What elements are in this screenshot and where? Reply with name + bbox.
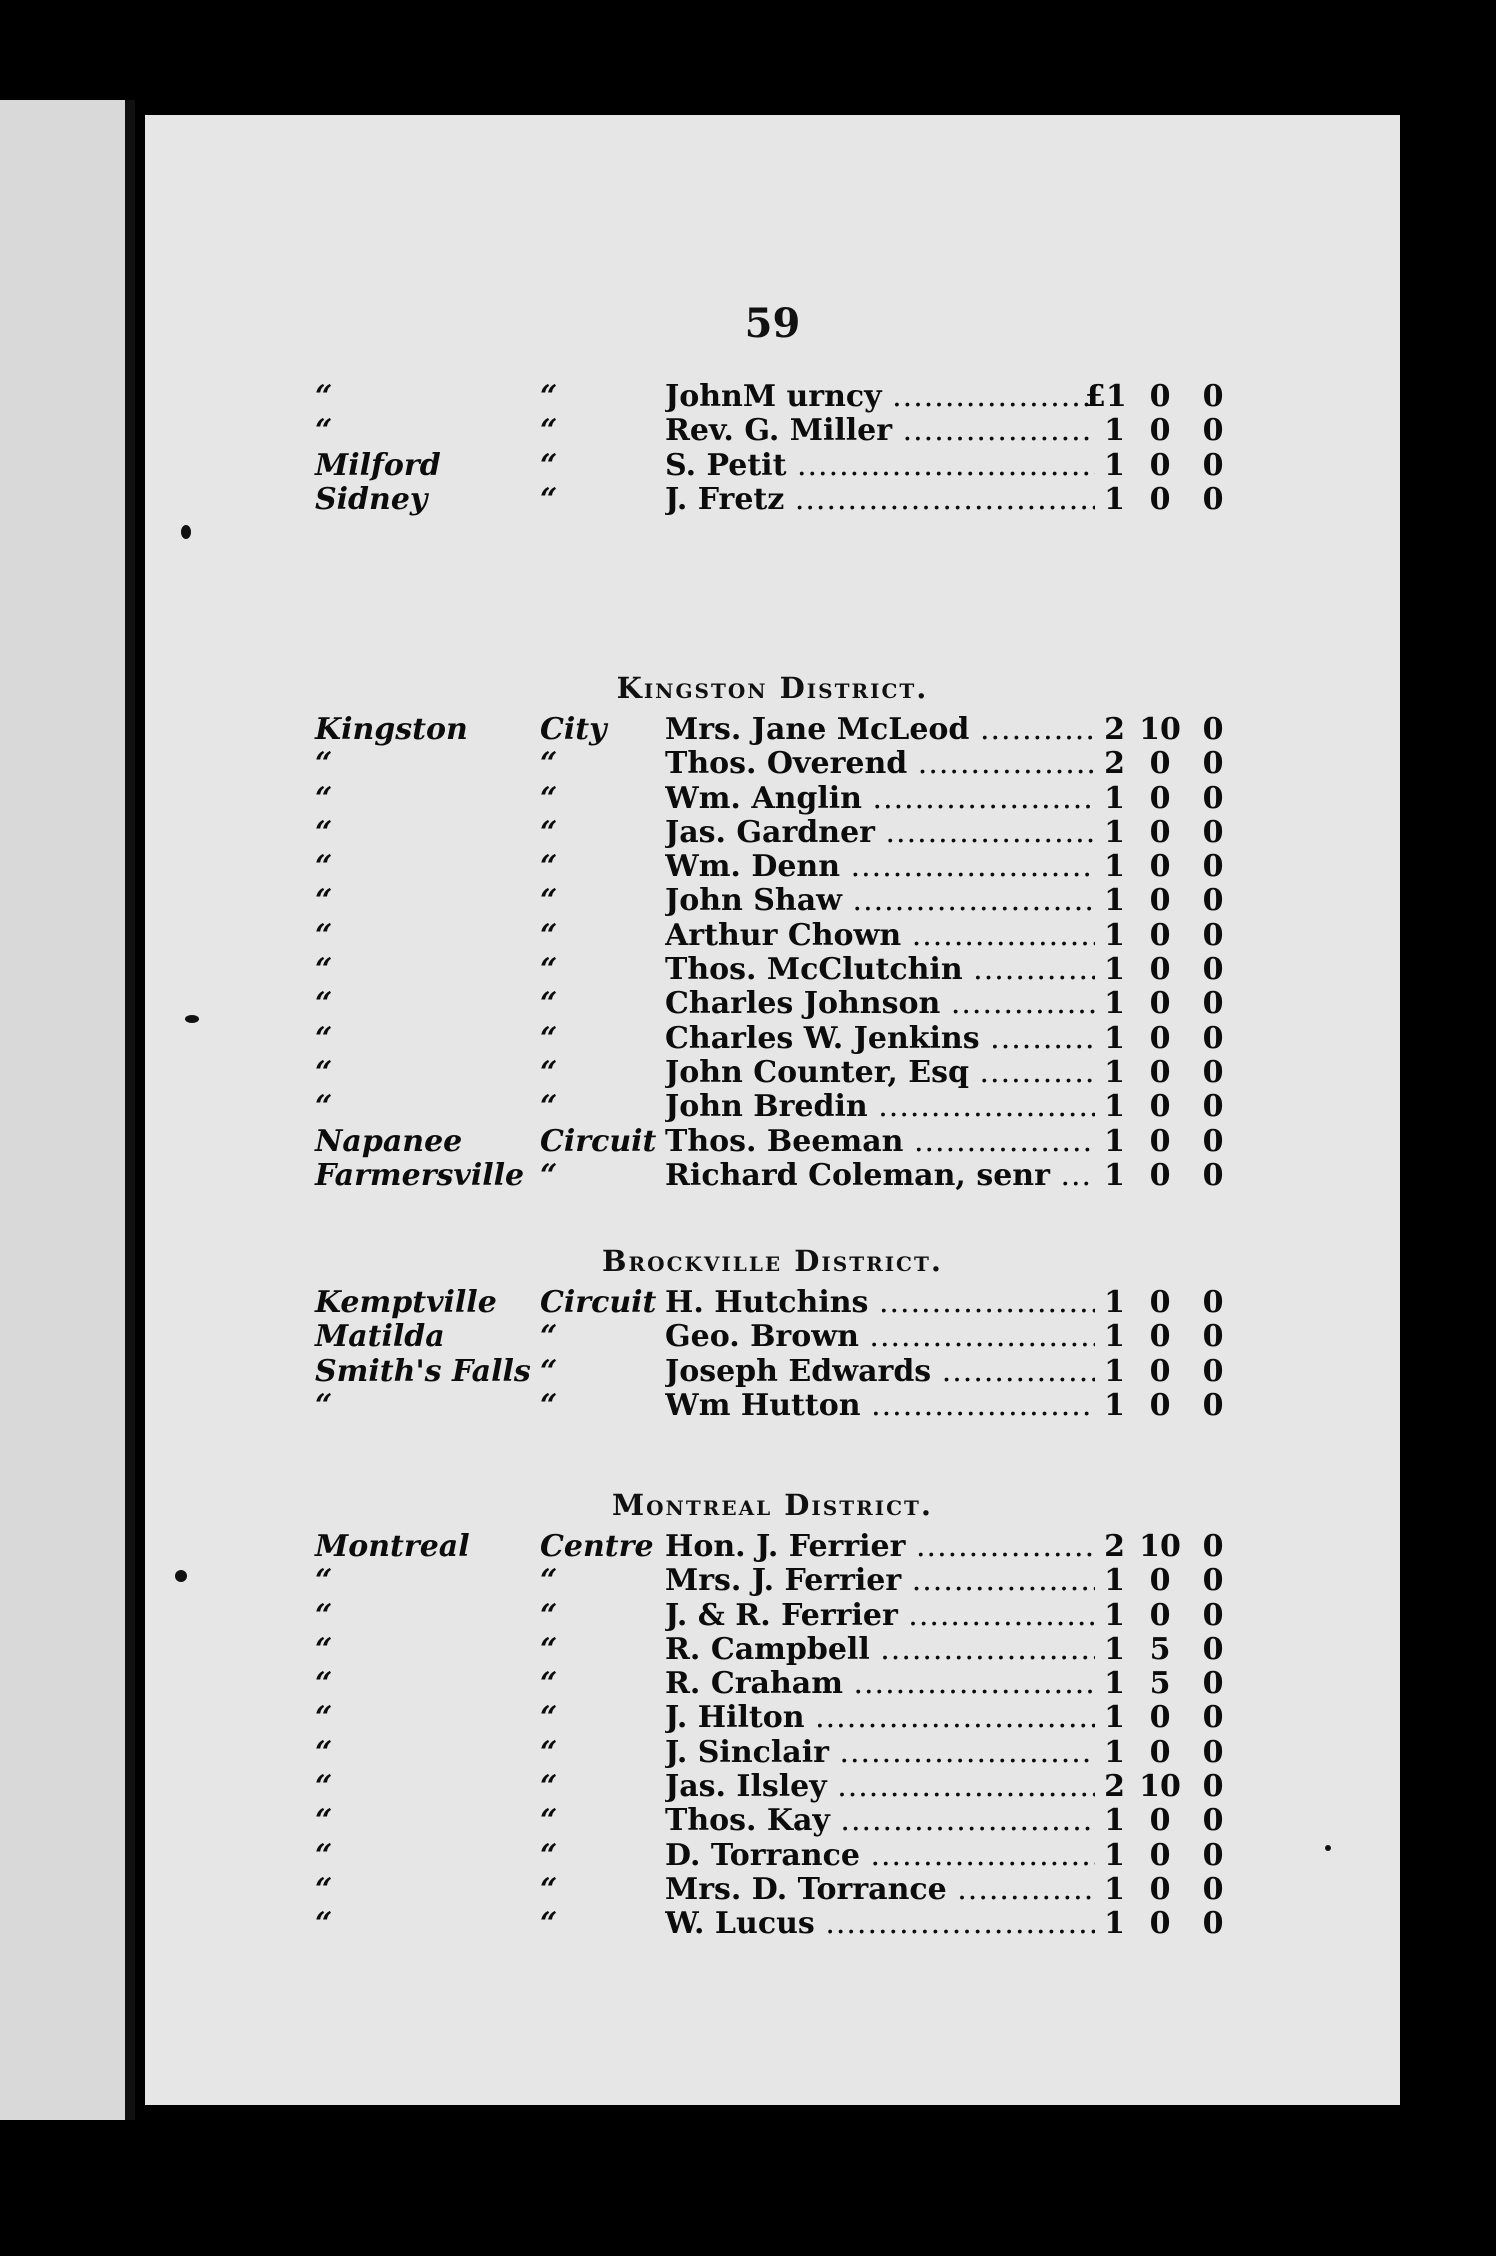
place-cell: “	[315, 952, 333, 988]
pounds-amount: 1	[1104, 1054, 1125, 1090]
place-cell: “	[315, 746, 333, 782]
place-cell: “	[315, 849, 333, 885]
subscriber-name: S. Petit .....	[665, 449, 1095, 483]
kind-cell: “	[540, 447, 558, 483]
subscriber-name: D. Torrance .....	[665, 1839, 1095, 1873]
pence-amount: 0	[1202, 1387, 1224, 1423]
kind-cell: “	[540, 883, 558, 919]
shillings-amount: 0	[1149, 447, 1171, 483]
binding-shadow	[125, 100, 135, 2120]
section-heading: Brockville District.	[602, 1244, 943, 1278]
subscriber-name: Thos. Kay .....	[665, 1804, 1095, 1838]
shillings-amount: 0	[1149, 1089, 1171, 1125]
subscriber-row	[145, 987, 1400, 1021]
subscriber-row	[145, 1564, 1400, 1598]
subscriber-name: Mrs. Jane McLeod .....	[665, 713, 1095, 747]
pounds-amount: 2	[1104, 746, 1125, 782]
place-cell: Montreal	[315, 1529, 470, 1564]
subscriber-name: Joseph Edwards .....	[665, 1355, 1095, 1389]
pounds-amount: 1	[1104, 849, 1125, 885]
place-cell: Smith's Falls	[315, 1353, 531, 1389]
place-cell: “	[315, 1054, 333, 1090]
place-cell: “	[315, 1906, 333, 1942]
subscriber-row	[145, 1633, 1400, 1667]
pounds-amount: 1	[1104, 413, 1125, 449]
shillings-amount: 0	[1149, 1319, 1171, 1355]
pounds-amount: 1	[1104, 447, 1125, 483]
brockville-district	[145, 1236, 1400, 1423]
place-cell: “	[315, 1734, 333, 1770]
pounds-amount: 1	[1104, 1089, 1125, 1125]
document-page	[145, 115, 1400, 2105]
subscriber-name: Thos. McClutchin .....	[665, 953, 1095, 987]
kind-cell: “	[540, 1054, 558, 1090]
pounds-amount: 1	[1104, 1837, 1125, 1873]
subscriber-name: Thos. Overend .....	[665, 747, 1095, 781]
pence-amount: 0	[1202, 952, 1224, 988]
subscriber-row	[145, 850, 1400, 884]
place-cell: “	[315, 1563, 333, 1599]
pounds-amount: 1	[1104, 917, 1125, 953]
pence-amount: 0	[1202, 1285, 1224, 1320]
subscriber-row	[145, 713, 1400, 747]
subscriber-row	[145, 1125, 1400, 1159]
pence-amount: 0	[1202, 780, 1224, 816]
subscriber-row	[145, 747, 1400, 781]
shillings-amount: 0	[1149, 1020, 1171, 1056]
place-cell: “	[315, 1020, 333, 1056]
shillings-amount: 0	[1149, 1803, 1171, 1839]
subscriber-name: Charles Johnson .....	[665, 987, 1095, 1021]
subscriber-row	[145, 1286, 1400, 1320]
place-cell: “	[315, 986, 333, 1022]
subscriber-name: Jas. Gardner .....	[665, 816, 1095, 850]
place-cell: “	[315, 1803, 333, 1839]
kind-cell: “	[540, 1666, 558, 1702]
shillings-amount: 0	[1149, 814, 1171, 850]
kind-cell: “	[540, 814, 558, 850]
subscriber-row	[145, 1839, 1400, 1873]
pence-amount: 0	[1202, 413, 1224, 449]
subscriber-name: R. Craham .....	[665, 1667, 1095, 1701]
pence-amount: 0	[1202, 1157, 1224, 1193]
shillings-amount: 5	[1149, 1631, 1171, 1667]
kind-cell: “	[540, 481, 558, 517]
shillings-amount: 0	[1149, 1871, 1171, 1907]
subscriber-row	[145, 1320, 1400, 1354]
subscriber-row	[145, 1599, 1400, 1633]
pounds-amount: 1	[1104, 1319, 1125, 1355]
pence-amount: 0	[1202, 1123, 1224, 1159]
kind-cell: Circuit	[540, 1123, 657, 1159]
subscriber-row	[145, 1804, 1400, 1838]
subscriber-row	[145, 1736, 1400, 1770]
shillings-amount: 0	[1149, 1597, 1171, 1633]
pounds-amount: £1	[1085, 379, 1127, 414]
shillings-amount: 0	[1149, 780, 1171, 816]
ink-speck	[181, 525, 191, 539]
subscriber-name: Thos. Beeman .....	[665, 1125, 1095, 1159]
pounds-amount: 1	[1104, 1157, 1125, 1193]
subscriber-name: Jas. Ilsley .....	[665, 1770, 1095, 1804]
kind-cell: “	[540, 746, 558, 782]
shillings-amount: 0	[1149, 1353, 1171, 1389]
pence-amount: 0	[1202, 1700, 1224, 1736]
pence-amount: 0	[1202, 746, 1224, 782]
shillings-amount: 0	[1149, 413, 1171, 449]
subscriber-name: Wm. Denn .....	[665, 850, 1095, 884]
subscriber-row	[145, 380, 1400, 414]
subscriber-name: Charles W. Jenkins .....	[665, 1022, 1095, 1056]
subscriber-row	[145, 449, 1400, 483]
shillings-amount: 0	[1149, 1700, 1171, 1736]
place-cell: “	[315, 1597, 333, 1633]
pounds-amount: 1	[1104, 1631, 1125, 1667]
place-cell: “	[315, 883, 333, 919]
place-cell: “	[315, 1700, 333, 1736]
kind-cell: “	[540, 1906, 558, 1942]
place-cell: Kemptville	[315, 1285, 497, 1320]
pounds-amount: 1	[1104, 1871, 1125, 1907]
ink-speck	[185, 1015, 199, 1023]
pence-amount: 0	[1202, 1054, 1224, 1090]
subscriber-name: John Shaw .....	[665, 884, 1095, 918]
place-cell: Milford	[315, 447, 441, 483]
place-cell: Farmersville	[315, 1157, 525, 1193]
subscriber-row	[145, 1873, 1400, 1907]
kind-cell: “	[540, 1157, 558, 1193]
pounds-amount: 1	[1104, 1563, 1125, 1599]
shillings-amount: 10	[1139, 712, 1181, 747]
place-cell: “	[315, 1871, 333, 1907]
shillings-amount: 0	[1149, 1906, 1171, 1942]
place-cell: Sidney	[315, 481, 428, 517]
page-number: 59	[744, 300, 801, 347]
place-cell: “	[315, 1631, 333, 1667]
pence-amount: 0	[1202, 447, 1224, 483]
pence-amount: 0	[1202, 1871, 1224, 1907]
subscriber-row	[145, 1907, 1400, 1941]
subscriber-row	[145, 414, 1400, 448]
pounds-amount: 2	[1104, 1529, 1125, 1564]
shillings-amount: 0	[1149, 883, 1171, 919]
place-cell: “	[315, 1769, 333, 1805]
pounds-amount: 1	[1104, 1123, 1125, 1159]
kind-cell: “	[540, 1319, 558, 1355]
subscriber-name: W. Lucus .....	[665, 1907, 1095, 1941]
subscriber-row	[145, 1355, 1400, 1389]
pence-amount: 0	[1202, 1769, 1224, 1805]
subscriber-row	[145, 953, 1400, 987]
kind-cell: “	[540, 986, 558, 1022]
pence-amount: 0	[1202, 883, 1224, 919]
pounds-amount: 1	[1104, 1285, 1125, 1320]
entry-list	[145, 380, 1400, 517]
kind-cell: “	[540, 1020, 558, 1056]
shillings-amount: 0	[1149, 379, 1171, 414]
subscriber-name: Rev. G. Miller .....	[665, 414, 1095, 448]
pounds-amount: 1	[1104, 1734, 1125, 1770]
pounds-amount: 1	[1104, 986, 1125, 1022]
pence-amount: 0	[1202, 481, 1224, 517]
kind-cell: “	[540, 1089, 558, 1125]
pounds-amount: 2	[1104, 712, 1125, 747]
subscriber-row	[145, 1056, 1400, 1090]
shillings-amount: 0	[1149, 746, 1171, 782]
pence-amount: 0	[1202, 1353, 1224, 1389]
subscriber-name: Richard Coleman, senr .....	[665, 1159, 1095, 1193]
pounds-amount: 2	[1104, 1769, 1125, 1805]
subscriber-row	[145, 1530, 1400, 1564]
top-entries	[145, 380, 1400, 517]
subscriber-name: J. Sinclair .....	[665, 1736, 1095, 1770]
pence-amount: 0	[1202, 1529, 1224, 1564]
subscriber-name: J. & R. Ferrier .....	[665, 1599, 1095, 1633]
kind-cell: “	[540, 1700, 558, 1736]
kind-cell: “	[540, 1563, 558, 1599]
subscriber-row	[145, 919, 1400, 953]
ink-speck	[1325, 1845, 1331, 1851]
pence-amount: 0	[1202, 1837, 1224, 1873]
shillings-amount: 0	[1149, 1563, 1171, 1599]
subscriber-name: Arthur Chown .....	[665, 919, 1095, 953]
subscriber-row	[145, 1770, 1400, 1804]
pounds-amount: 1	[1104, 1700, 1125, 1736]
subscriber-name: Wm. Anglin .....	[665, 782, 1095, 816]
pence-amount: 0	[1202, 1734, 1224, 1770]
adjacent-page-edge	[0, 100, 135, 2120]
pounds-amount: 1	[1104, 481, 1125, 517]
entry-list	[145, 1286, 1400, 1423]
shillings-amount: 10	[1139, 1529, 1181, 1564]
subscriber-row	[145, 1022, 1400, 1056]
kind-cell: “	[540, 1597, 558, 1633]
kind-cell: City	[540, 712, 607, 747]
kind-cell: “	[540, 952, 558, 988]
pounds-amount: 1	[1104, 1906, 1125, 1942]
pence-amount: 0	[1202, 1089, 1224, 1125]
pounds-amount: 1	[1104, 1353, 1125, 1389]
subscriber-name: John Counter, Esq .....	[665, 1056, 1095, 1090]
pence-amount: 0	[1202, 1906, 1224, 1942]
subscriber-name: Hon. J. Ferrier .....	[665, 1530, 1095, 1564]
subscriber-name: Mrs. J. Ferrier .....	[665, 1564, 1095, 1598]
place-cell: “	[315, 1089, 333, 1125]
pounds-amount: 1	[1104, 1387, 1125, 1423]
place-cell: “	[315, 413, 333, 449]
place-cell: “	[315, 814, 333, 850]
kind-cell: “	[540, 1871, 558, 1907]
subscriber-name: H. Hutchins .....	[665, 1286, 1095, 1320]
subscriber-row	[145, 1090, 1400, 1124]
pounds-amount: 1	[1104, 780, 1125, 816]
pence-amount: 0	[1202, 1319, 1224, 1355]
pence-amount: 0	[1202, 379, 1224, 414]
shillings-amount: 0	[1149, 849, 1171, 885]
montreal-district	[145, 1480, 1400, 1942]
kind-cell: “	[540, 1803, 558, 1839]
kind-cell: “	[540, 1837, 558, 1873]
subscriber-row	[145, 1701, 1400, 1735]
shillings-amount: 0	[1149, 1837, 1171, 1873]
subscriber-name: R. Campbell .....	[665, 1633, 1095, 1667]
shillings-amount: 10	[1139, 1769, 1181, 1805]
shillings-amount: 0	[1149, 1387, 1171, 1423]
pounds-amount: 1	[1104, 814, 1125, 850]
place-cell: Matilda	[315, 1319, 445, 1355]
kind-cell: “	[540, 917, 558, 953]
subscriber-name: J. Hilton .....	[665, 1701, 1095, 1735]
kind-cell: Centre	[540, 1529, 654, 1564]
shillings-amount: 0	[1149, 952, 1171, 988]
place-cell: “	[315, 1666, 333, 1702]
subscriber-row	[145, 483, 1400, 517]
kind-cell: “	[540, 780, 558, 816]
shillings-amount: 0	[1149, 1285, 1171, 1320]
kind-cell: “	[540, 1353, 558, 1389]
pence-amount: 0	[1202, 986, 1224, 1022]
subscriber-row	[145, 1667, 1400, 1701]
entry-list	[145, 1530, 1400, 1942]
pounds-amount: 1	[1104, 1803, 1125, 1839]
pence-amount: 0	[1202, 814, 1224, 850]
shillings-amount: 0	[1149, 917, 1171, 953]
subscriber-name: J. Fretz .....	[665, 483, 1095, 517]
subscriber-row	[145, 816, 1400, 850]
subscriber-name: Geo. Brown .....	[665, 1320, 1095, 1354]
place-cell: “	[315, 379, 333, 414]
ink-speck	[175, 1570, 187, 1582]
subscriber-name: Mrs. D. Torrance .....	[665, 1873, 1095, 1907]
pounds-amount: 1	[1104, 883, 1125, 919]
pounds-amount: 1	[1104, 1666, 1125, 1702]
place-cell: Napanee	[315, 1123, 463, 1159]
kind-cell: “	[540, 379, 558, 414]
kind-cell: “	[540, 1769, 558, 1805]
pence-amount: 0	[1202, 1666, 1224, 1702]
subscriber-row	[145, 1159, 1400, 1193]
pence-amount: 0	[1202, 1020, 1224, 1056]
shillings-amount: 0	[1149, 1123, 1171, 1159]
subscriber-row	[145, 884, 1400, 918]
pence-amount: 0	[1202, 712, 1224, 747]
pounds-amount: 1	[1104, 1597, 1125, 1633]
place-cell: “	[315, 1387, 333, 1423]
pounds-amount: 1	[1104, 952, 1125, 988]
kind-cell: “	[540, 413, 558, 449]
kind-cell: “	[540, 849, 558, 885]
place-cell: “	[315, 780, 333, 816]
pence-amount: 0	[1202, 1803, 1224, 1839]
section-heading: Kingston District.	[616, 671, 929, 705]
shillings-amount: 0	[1149, 1157, 1171, 1193]
pence-amount: 0	[1202, 1597, 1224, 1633]
kind-cell: “	[540, 1387, 558, 1423]
pence-amount: 0	[1202, 917, 1224, 953]
shillings-amount: 0	[1149, 481, 1171, 517]
kingston-district	[145, 663, 1400, 1193]
shillings-amount: 0	[1149, 986, 1171, 1022]
pence-amount: 0	[1202, 1631, 1224, 1667]
shillings-amount: 0	[1149, 1054, 1171, 1090]
subscriber-row	[145, 1389, 1400, 1423]
subscriber-name: JohnM urncy .....	[665, 380, 1095, 414]
kind-cell: “	[540, 1631, 558, 1667]
subscriber-row	[145, 782, 1400, 816]
subscriber-name: Wm Hutton .....	[665, 1389, 1095, 1423]
kind-cell: Circuit	[540, 1285, 657, 1320]
shillings-amount: 0	[1149, 1734, 1171, 1770]
pence-amount: 0	[1202, 1563, 1224, 1599]
section-heading: Montreal District.	[612, 1488, 933, 1522]
subscriber-name: John Bredin .....	[665, 1090, 1095, 1124]
pence-amount: 0	[1202, 849, 1224, 885]
place-cell: “	[315, 917, 333, 953]
entry-list	[145, 713, 1400, 1193]
kind-cell: “	[540, 1734, 558, 1770]
shillings-amount: 5	[1149, 1666, 1171, 1702]
pounds-amount: 1	[1104, 1020, 1125, 1056]
place-cell: Kingston	[315, 712, 468, 747]
place-cell: “	[315, 1837, 333, 1873]
